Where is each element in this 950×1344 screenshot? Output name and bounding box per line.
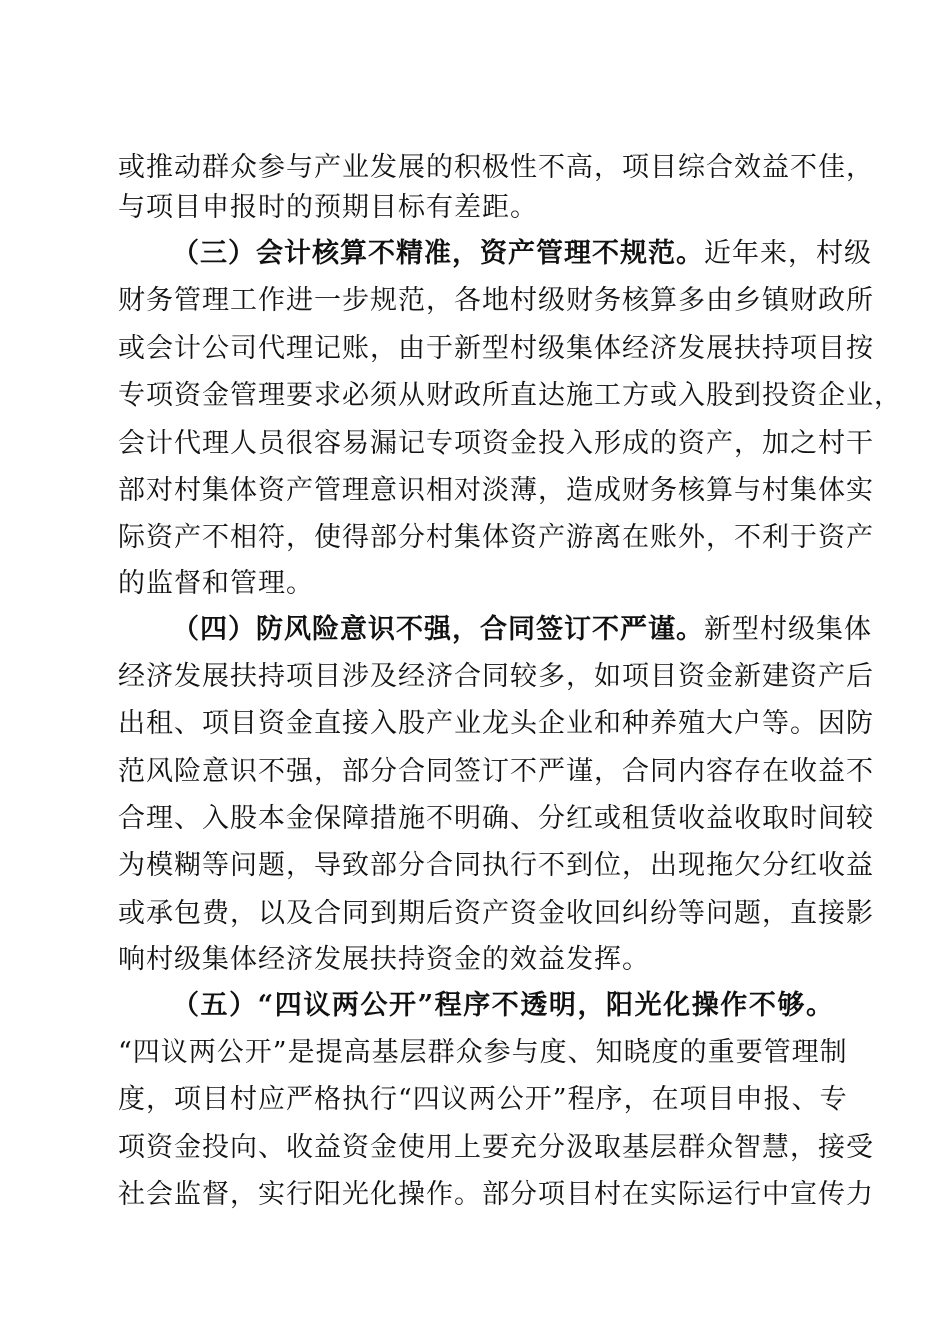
text-line: 或会计公司代理记账，由于新型村级集体经济发展扶持项目按 — [118, 333, 874, 364]
text-line: 际资产不相符，使得部分村集体资产游离在账外，不利于资产 — [118, 522, 874, 553]
text-line: 或推动群众参与产业发展的积极性不高，项目综合效益不佳， — [118, 152, 874, 183]
text-line: 或承包费，以及合同到期后资产资金收回纠纷等问题，直接影 — [118, 898, 874, 929]
section-heading-5: （五）“四议两公开”程序不透明，阳光化操作不够。 — [172, 990, 834, 1021]
text-line: 会计代理人员很容易漏记专项资金投入形成的资产，加之村干 — [118, 428, 874, 459]
text-line: 项资金投向、收益资金使用上要充分汲取基层群众智慧，接受 — [118, 1132, 874, 1163]
text-line: 合理、入股本金保障措施不明确、分红或租赁收益收取时间较 — [118, 803, 874, 834]
text-line: 的监督和管理。 — [118, 568, 314, 599]
text-line: 专项资金管理要求必须从财政所直达施工方或入股到投资企业， — [118, 380, 902, 411]
text-line: 社会监督，实行阳光化操作。部分项目村在实际运行中宣传力 — [118, 1179, 874, 1210]
text-line: 财务管理工作进一步规范，各地村级财务核算多由乡镇财政所 — [118, 285, 874, 316]
text-line: 范风险意识不强，部分合同签订不严谨，合同内容存在收益不 — [118, 756, 874, 787]
text-span: 近年来，村级 — [704, 238, 872, 269]
text-line: 部对村集体资产管理意识相对淡薄，造成财务核算与村集体实 — [118, 475, 874, 506]
section-heading-3: （三）会计核算不精准，资产管理不规范。 — [172, 238, 704, 269]
section-heading-4: （四）防风险意识不强，合同签订不严谨。 — [172, 614, 704, 645]
text-line: 度，项目村应严格执行“四议两公开”程序，在项目申报、专 — [118, 1084, 848, 1115]
text-line: “四议两公开”是提高基层群众参与度、知晓度的重要管理制 — [118, 1037, 848, 1068]
paragraph-first-line — [172, 610, 872, 650]
text-line: 出租、项目资金直接入股产业龙头企业和种养殖大户等。因防 — [118, 708, 874, 739]
text-span: 新型村级集体 — [704, 614, 872, 645]
text-line: 响村级集体经济发展扶持资金的效益发挥。 — [118, 944, 650, 975]
paragraph-first-line — [172, 234, 872, 274]
text-line: 与项目申报时的预期目标有差距。 — [118, 192, 538, 223]
text-line: 经济发展扶持项目涉及经济合同较多，如项目资金新建资产后 — [118, 661, 874, 692]
text-line: 为模糊等问题，导致部分合同执行不到位，出现拖欠分红收益 — [118, 850, 874, 881]
